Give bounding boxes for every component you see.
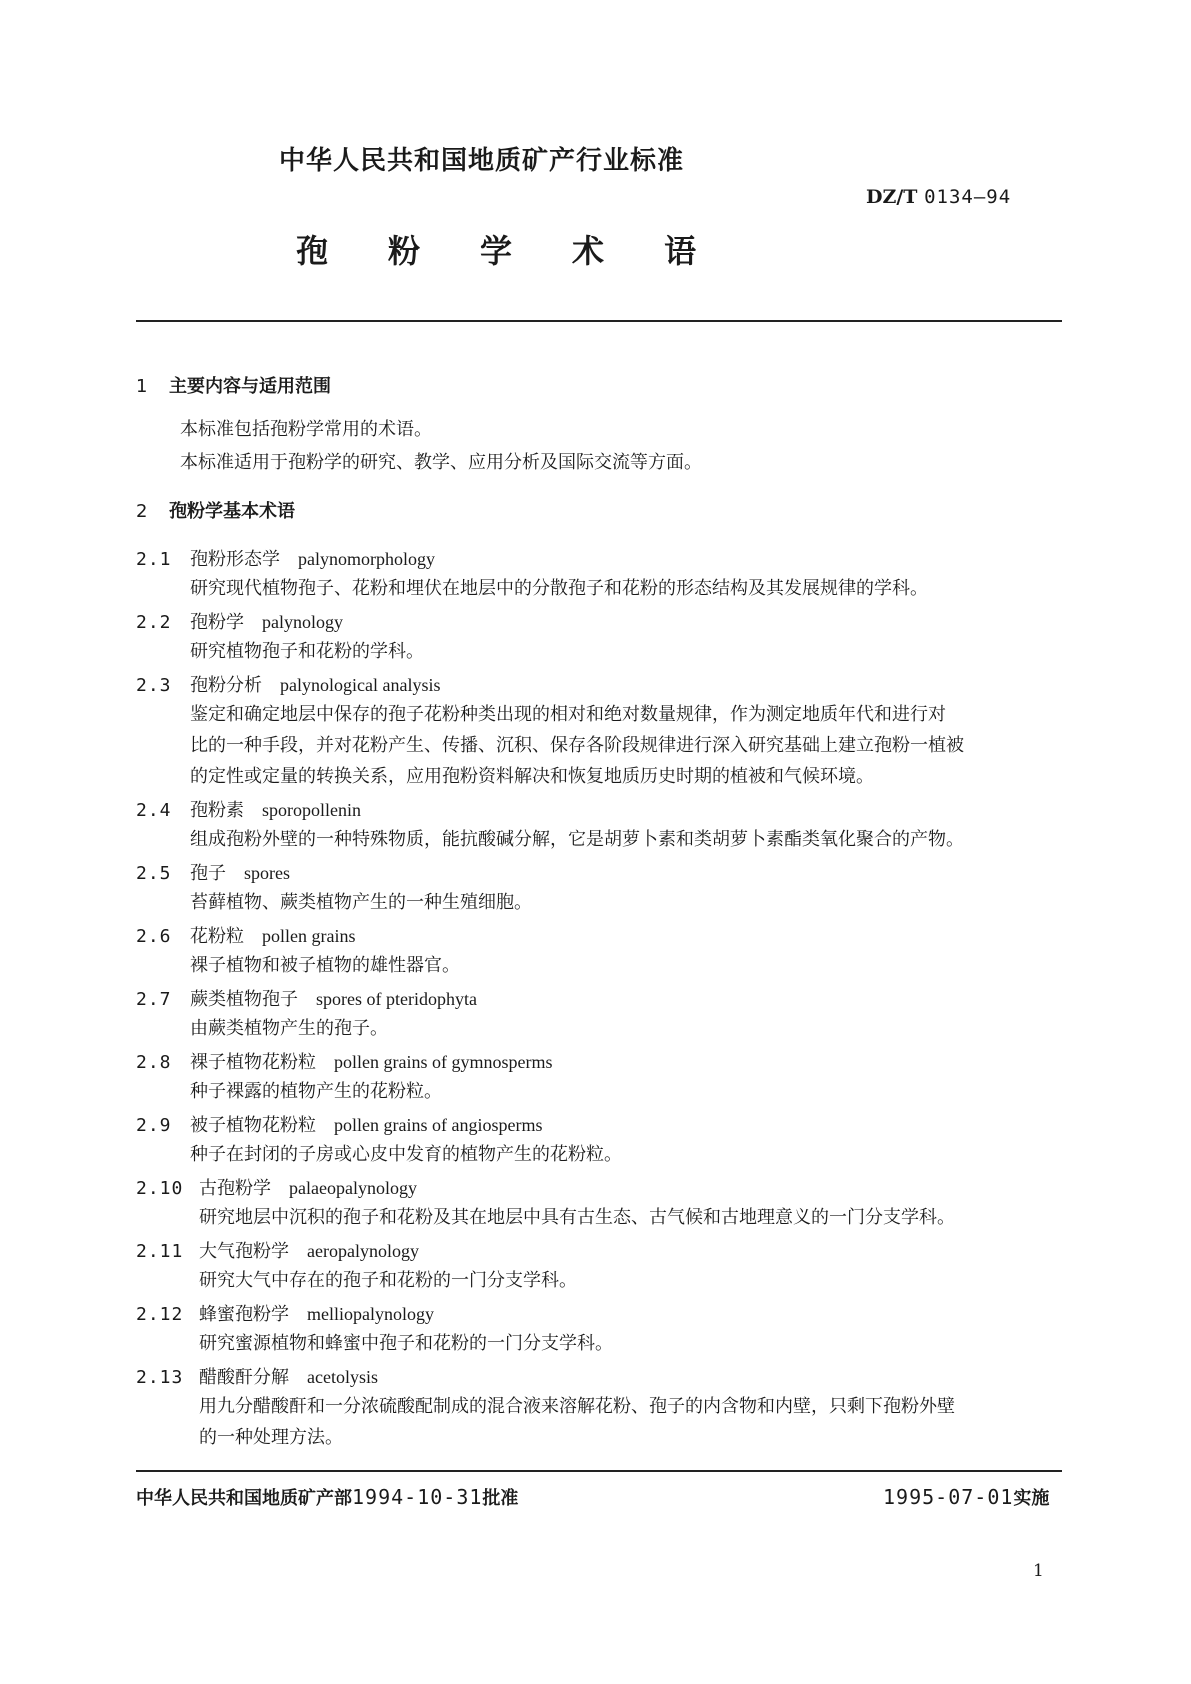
term-number: 2.8 (136, 1052, 172, 1073)
section-number: 1 (136, 376, 148, 397)
term-definition: 研究地层中沉积的孢子和花粉及其在地层中具有古生态、古气候和古地理意义的一门分支学科。 (199, 1207, 955, 1228)
term-chinese: 孢粉学 (190, 612, 244, 633)
term-english: palynomorphology (298, 549, 435, 569)
term-english: pollen grains of angiosperms (334, 1115, 543, 1135)
term-chinese: 孢子 (190, 863, 226, 884)
term-definition: 的定性或定量的转换关系，应用孢粉资料解决和恢复地质历史时期的植被和气候环境。 (190, 766, 874, 787)
term-english: palynological analysis (280, 675, 441, 695)
standard-code (866, 186, 1011, 208)
term-definition: 用九分醋酸酐和一分浓硫酸配制成的混合液来溶解花粉、孢子的内含物和内壁，只剩下孢粉外壁 (199, 1396, 955, 1417)
approver: 中华人民共和国地质矿产部 (136, 1488, 352, 1509)
term-english: melliopalynology (307, 1304, 434, 1324)
term-number: 2.4 (136, 800, 172, 821)
term-number: 2.3 (136, 675, 172, 696)
approval-label: 批准 (482, 1488, 519, 1509)
term-row (136, 1048, 552, 1074)
term-number: 2.9 (136, 1115, 172, 1136)
term-chinese: 被子植物花粉粒 (190, 1115, 316, 1136)
term-definition: 裸子植物和被子植物的雄性器官。 (190, 955, 460, 976)
term-english: spores of pteridophyta (316, 989, 477, 1009)
term-definition: 种子裸露的植物产生的花粉粒。 (190, 1081, 442, 1102)
section-1-heading (136, 372, 331, 398)
term-definition: 研究植物孢子和花粉的学科。 (190, 641, 424, 662)
section-number: 2 (136, 501, 148, 522)
effective-label: 实施 (1013, 1488, 1050, 1509)
term-chinese: 孢粉素 (190, 800, 244, 821)
term-row (136, 1300, 434, 1326)
term-row (136, 671, 440, 697)
term-english: pollen grains (262, 926, 356, 946)
term-definition: 研究现代植物孢子、花粉和埋伏在地层中的分散孢子和花粉的形态结构及其发展规律的学科。 (190, 578, 928, 599)
section-1-paragraph: 本标准适用于孢粉学的研究、教学、应用分析及国际交流等方面。 (180, 452, 702, 473)
approval-date: 1994-10-31 (352, 1485, 483, 1509)
page-number: 1 (1033, 1561, 1044, 1581)
term-chinese: 裸子植物花粉粒 (190, 1052, 316, 1073)
term-definition: 种子在封闭的子房或心皮中发育的植物产生的花粉粒。 (190, 1144, 622, 1165)
term-english: acetolysis (307, 1367, 378, 1387)
term-chinese: 花粉粒 (190, 926, 244, 947)
term-english: palynology (262, 612, 343, 632)
title-char: 术 (572, 232, 605, 270)
term-english: aeropalynology (307, 1241, 419, 1261)
term-row (136, 1111, 542, 1137)
term-chinese: 古孢粉学 (199, 1178, 271, 1199)
document-title (296, 226, 696, 272)
term-number: 2.7 (136, 989, 172, 1010)
term-definition: 的一种处理方法。 (199, 1427, 343, 1448)
term-definition: 由蕨类植物产生的孢子。 (190, 1018, 388, 1039)
term-row (136, 985, 477, 1011)
term-row (136, 1237, 419, 1263)
term-english: spores (244, 863, 290, 883)
term-number: 2.2 (136, 612, 172, 633)
term-english: pollen grains of gymnosperms (334, 1052, 553, 1072)
section-title: 主要内容与适用范围 (169, 376, 331, 397)
term-definition: 研究大气中存在的孢子和花粉的一门分支学科。 (199, 1270, 577, 1291)
standard-code-prefix: DZ/T (866, 186, 918, 208)
term-number: 2.1 (136, 549, 172, 570)
term-row (136, 796, 361, 822)
term-row (136, 859, 290, 885)
term-row (136, 1363, 378, 1389)
term-chinese: 蕨类植物孢子 (190, 989, 298, 1010)
term-chinese: 孢粉分析 (190, 675, 262, 696)
title-char: 孢 (296, 232, 329, 270)
term-row (136, 545, 435, 571)
approval-info (136, 1484, 518, 1510)
term-row (136, 1174, 417, 1200)
footer-rule (136, 1470, 1062, 1472)
term-definition: 比的一种手段，并对花粉产生、传播、沉积、保存各阶段规律进行深入研究基础上建立孢粉一植被 (190, 735, 964, 756)
section-2-heading (136, 497, 295, 523)
effective-date: 1995-07-01 (883, 1485, 1014, 1509)
section-1-paragraph: 本标准包括孢粉学常用的术语。 (180, 419, 432, 440)
effective-info (883, 1484, 1049, 1510)
title-char: 粉 (388, 232, 421, 270)
title-char: 语 (664, 232, 697, 270)
term-row (136, 608, 343, 634)
term-chinese: 孢粉形态学 (190, 549, 280, 570)
org-title: 中华人民共和国地质矿产行业标准 (279, 146, 685, 176)
term-definition: 鉴定和确定地层中保存的孢子花粉种类出现的相对和绝对数量规律，作为测定地质年代和进行对 (190, 704, 946, 725)
term-number: 2.11 (136, 1241, 184, 1262)
section-title: 孢粉学基本术语 (169, 501, 295, 522)
term-definition: 苔藓植物、蕨类植物产生的一种生殖细胞。 (190, 892, 532, 913)
term-chinese: 醋酸酐分解 (199, 1367, 289, 1388)
term-number: 2.12 (136, 1304, 184, 1325)
term-definition: 组成孢粉外壁的一种特殊物质，能抗酸碱分解，它是胡萝卜素和类胡萝卜素酯类氧化聚合的产物。 (190, 829, 964, 850)
term-number: 2.5 (136, 863, 172, 884)
term-number: 2.10 (136, 1178, 184, 1199)
term-english: palaeopalynology (289, 1178, 417, 1198)
header-rule (136, 320, 1062, 322)
term-row (136, 922, 355, 948)
term-chinese: 大气孢粉学 (199, 1241, 289, 1262)
term-definition: 研究蜜源植物和蜂蜜中孢子和花粉的一门分支学科。 (199, 1333, 613, 1354)
title-char: 学 (480, 232, 513, 270)
term-number: 2.13 (136, 1367, 184, 1388)
standard-code-number: 0134—94 (924, 186, 1012, 208)
term-english: sporopollenin (262, 800, 361, 820)
term-chinese: 蜂蜜孢粉学 (199, 1304, 289, 1325)
term-number: 2.6 (136, 926, 172, 947)
